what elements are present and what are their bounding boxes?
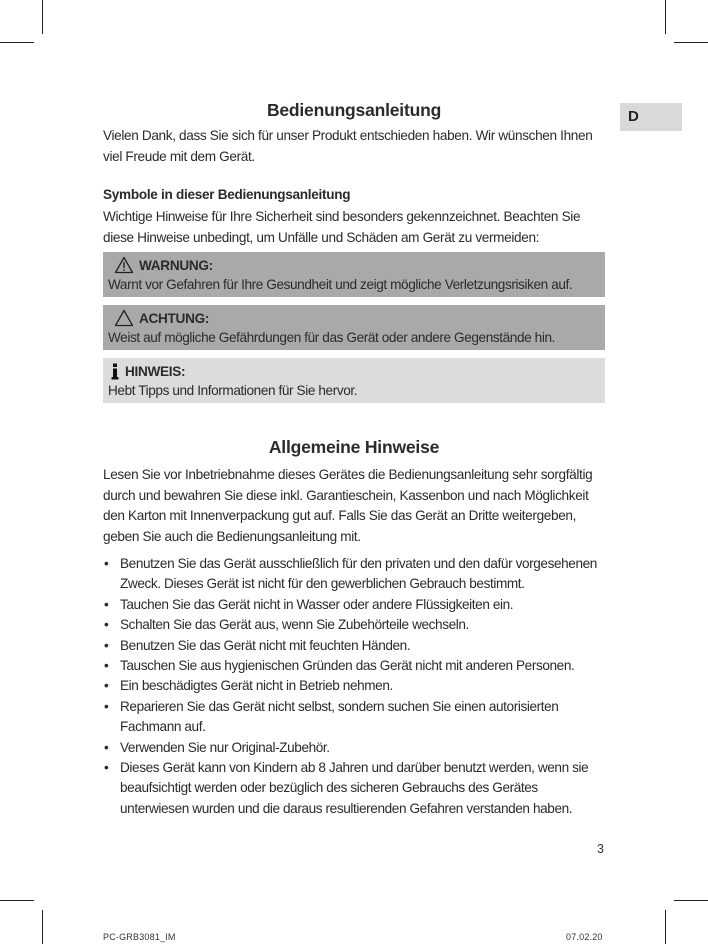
caution-label: ACHTUNG: xyxy=(139,310,210,326)
hint-notice xyxy=(103,358,605,403)
crop-mark xyxy=(665,0,666,34)
hint-text: Hebt Tipps und Informationen für Sie hervor. xyxy=(108,383,358,398)
list-item: • Benutzen Sie das Gerät nicht mit feuchten Händen. xyxy=(103,636,605,656)
crop-mark xyxy=(674,900,708,901)
page-title: Bedienungsanleitung xyxy=(266,100,442,120)
language-tab: D xyxy=(620,103,682,131)
list-item: • Tauschen Sie aus hygienischen Gründen das Gerät nicht mit anderen Personen. xyxy=(103,656,605,676)
crop-mark xyxy=(42,910,43,944)
hint-label: HINWEIS: xyxy=(125,363,186,379)
caution-notice xyxy=(103,305,605,350)
bullet-dot: • xyxy=(104,617,109,633)
crop-mark xyxy=(665,910,666,944)
warning-text: Warnt vor Gefahren für Ihre Gesundheit und zeigt mögliche Verletzungsrisiken auf. xyxy=(108,277,573,292)
general-intro-text: Lesen Sie vor Inbetriebnahme dieses Gerätes die Bedienungsanleitung sehr sorgfältig durch und bewahren Sie diese inkl. Garantieschein, Kassenbon und nach Möglichkeit den Karton mit Innenverpackung gut auf. Falls Sie das Gerät an Dritte weitergeben, geben Sie auch die Bedienungsanleitung mit. xyxy=(103,467,593,544)
info-icon xyxy=(110,363,120,380)
bullet-dot: • xyxy=(104,637,109,653)
list-item: • Reparieren Sie das Gerät nicht selbst, sondern suchen Sie einen autorisierten Fachmann auf. xyxy=(104,698,559,735)
list-item: • Schalten Sie das Gerät aus, wenn Sie Zubehörteile wechseln. xyxy=(103,615,605,635)
list-item: • Dieses Gerät kann von Kindern ab 8 Jahren und darüber benutzt werden, wenn sie beaufsichtigt werden oder bezüglich des sicheren Gebrauchs des Gerätes unterwiesen wurden und die daraus resultierenden Gefahren verstanden haben. xyxy=(104,760,589,816)
bullet-dot: • xyxy=(104,760,109,776)
crop-mark xyxy=(674,42,708,43)
bullet-dot: • xyxy=(104,739,109,755)
bullet-dot: • xyxy=(104,658,109,674)
symbols-text: Wichtige Hinweise für Ihre Sicherheit sind besonders gekennzeichnet. Beachten Sie diese Hinweise unbedingt, um Unfälle und Schäden am Gerät zu vermeiden: xyxy=(103,209,581,245)
footer-date: 07.02.20 xyxy=(566,932,603,942)
list-item: • Tauchen Sie das Gerät nicht in Wasser oder andere Flüssigkeiten ein. xyxy=(103,595,605,615)
crop-mark xyxy=(0,42,34,43)
bullet-dot: • xyxy=(104,596,109,612)
list-item: • Benutzen Sie das Gerät ausschließlich für den privaten und den dafür vorgesehenen Zweck. Dieses Gerät ist nicht für den gewerblichen Gebrauch bestimmt. xyxy=(104,556,597,592)
symbols-heading: Symbole in dieser Bedienungsanleitung xyxy=(103,187,351,202)
safety-list xyxy=(103,554,605,819)
section-title: Allgemeine Hinweise xyxy=(268,437,440,457)
page-number: 3 xyxy=(597,842,604,856)
caution-text: Weist auf mögliche Gefährdungen für das Gerät oder andere Gegenstände hin. xyxy=(108,330,555,345)
intro-text: Vielen Dank, dass Sie sich für unser Produkt entschieden haben. Wir wünschen Ihnen viel Freude mit dem Gerät. xyxy=(103,128,593,164)
caution-triangle-icon xyxy=(114,309,134,327)
warning-notice xyxy=(103,252,605,297)
crop-mark xyxy=(42,0,43,34)
list-item: • Verwenden Sie nur Original-Zubehör. xyxy=(103,738,605,758)
crop-mark xyxy=(0,900,34,901)
bullet-dot: • xyxy=(104,678,109,694)
bullet-dot: • xyxy=(104,698,109,714)
footer-doc-id: PC-GRB3081_IM xyxy=(103,932,176,942)
bullet-dot: • xyxy=(104,556,109,571)
list-item: • Ein beschädigtes Gerät nicht in Betrieb nehmen. xyxy=(103,676,605,696)
warning-triangle-icon xyxy=(114,256,134,274)
page-content xyxy=(103,98,605,819)
warning-label: WARNUNG: xyxy=(139,257,213,273)
